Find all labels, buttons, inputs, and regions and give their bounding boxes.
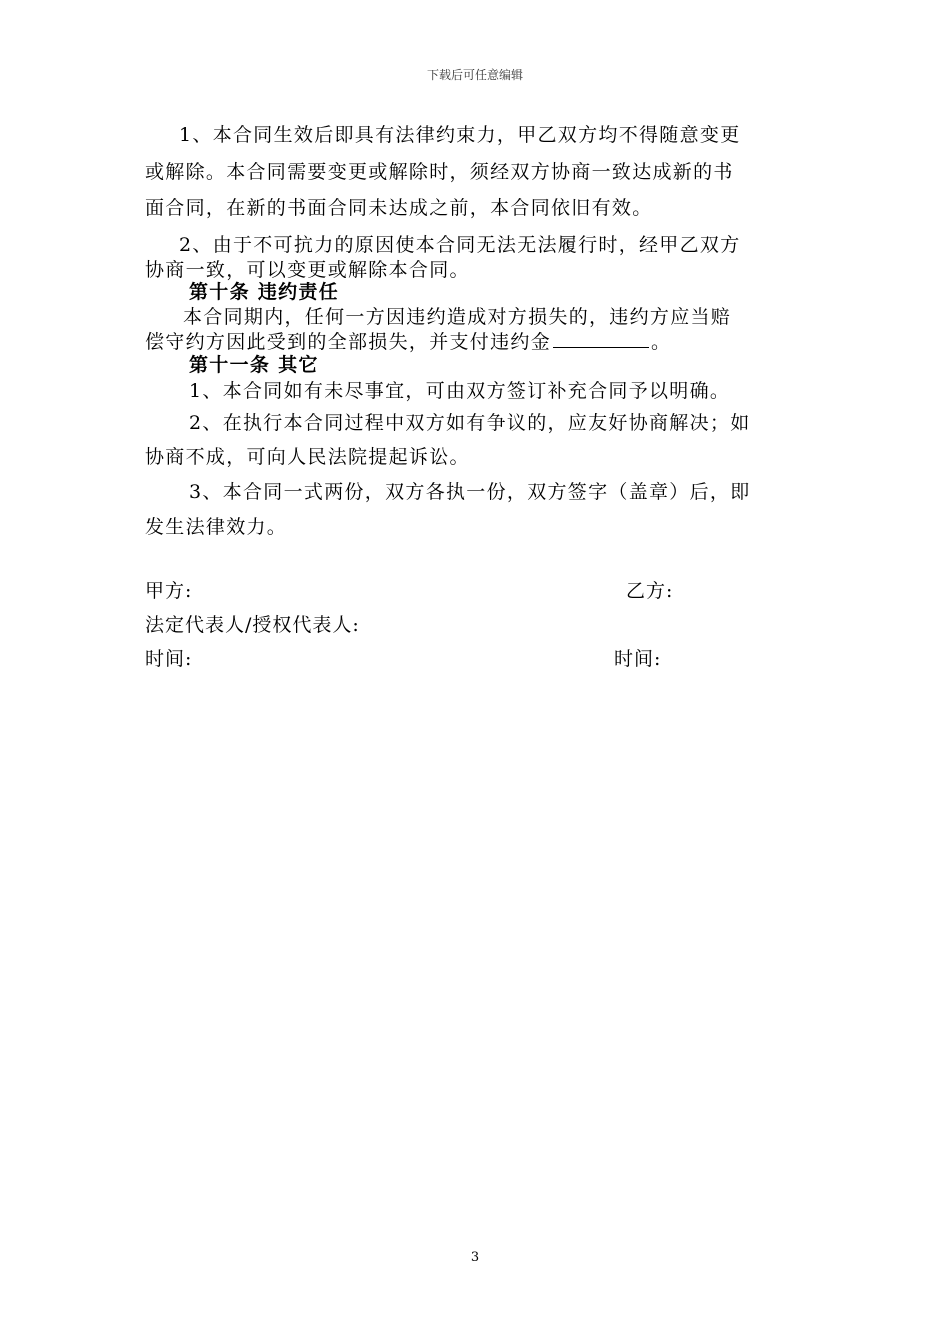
party-b-label: 乙方: <box>626 580 674 602</box>
clause11-item2-line1: 2、在执行本合同过程中双方如有争议的，应友好协商解决；如 <box>189 412 751 434</box>
clause11-title: 第十一条 其它 <box>189 354 319 376</box>
clause9-p2-line2: 协商一致，可以变更或解除本合同。 <box>145 259 470 281</box>
penalty-blank <box>553 329 649 348</box>
clause10-line1: 本合同期内，任何一方因违约造成对方损失的，违约方应当赔 <box>183 306 732 328</box>
clause11-item1-line1: 1、本合同如有未尽事宜，可由双方签订补充合同予以明确。 <box>189 380 731 402</box>
time-b-label: 时间: <box>614 648 662 670</box>
clause10-tail: 。 <box>651 331 672 353</box>
clause10-title: 第十条 违约责任 <box>189 281 340 303</box>
party-a-label: 甲方: <box>145 580 193 602</box>
clause11-item3-line1: 3、本合同一式两份，双方各执一份，双方签字（盖章）后，即 <box>189 481 751 503</box>
clause9-p1-line1: 1、本合同生效后即具有法律约束力，甲乙双方均不得随意变更 <box>179 124 741 146</box>
clause9-p1-line2: 或解除。本合同需要变更或解除时，须经双方协商一致达成新的书 <box>145 161 734 183</box>
representative-label: 法定代表人/授权代表人: <box>145 614 360 636</box>
time-a-label: 时间: <box>145 648 193 670</box>
page-header: 下载后可任意编辑 <box>426 68 523 82</box>
clause10-line2-text: 偿守约方因此受到的全部损失，并支付违约金 <box>145 331 552 353</box>
clause9-p1-line3: 面合同，在新的书面合同未达成之前，本合同依旧有效。 <box>145 197 653 219</box>
clause11-item3-line2: 发生法律效力。 <box>145 516 288 538</box>
page-number: 3 <box>470 1250 480 1265</box>
clause11-item2-line2: 协商不成，可向人民法院提起诉讼。 <box>145 446 470 468</box>
clause9-p2-line1: 2、由于不可抗力的原因使本合同无法无法履行时，经甲乙双方 <box>179 234 741 256</box>
